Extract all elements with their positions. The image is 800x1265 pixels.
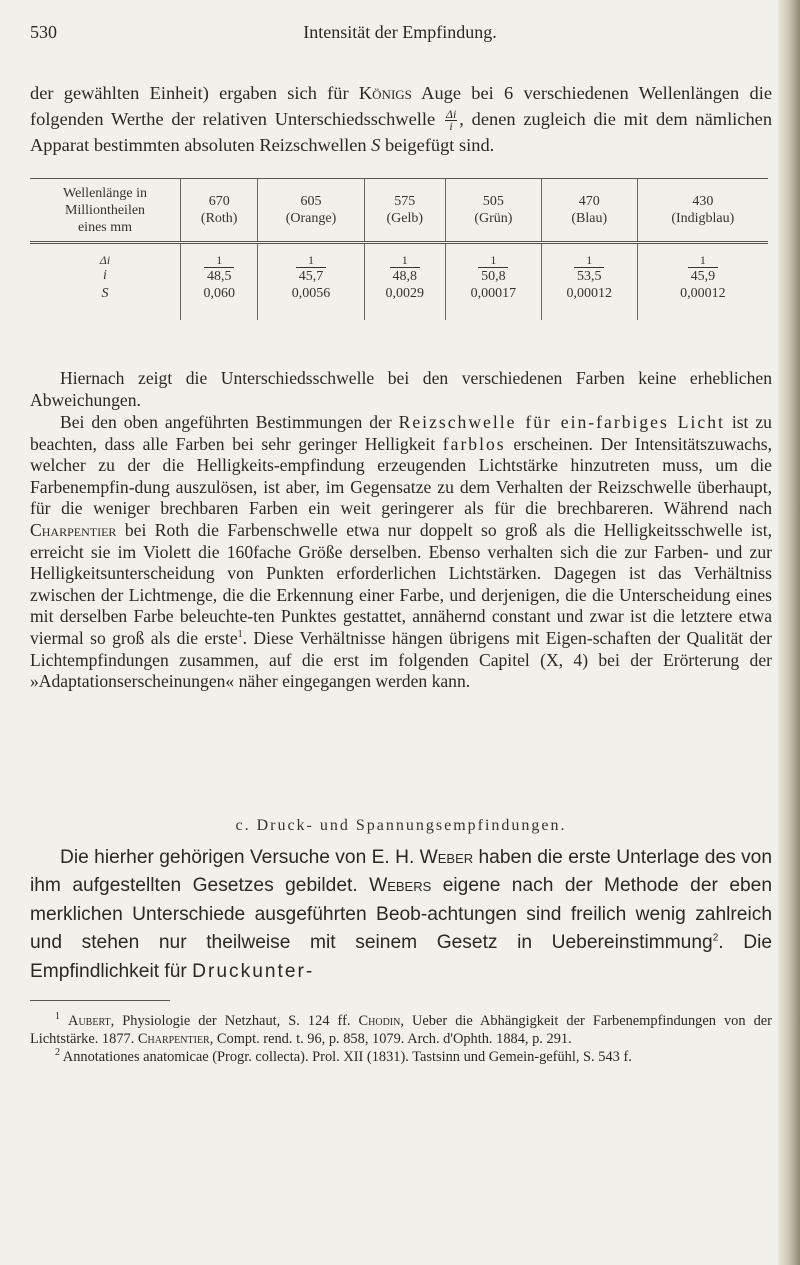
header-label-line: eines mm (77, 219, 133, 235)
footnote-2 (30, 1048, 772, 1066)
paragraph-reizschwelle (30, 412, 772, 693)
page-header (30, 22, 770, 52)
color-name: (Orange) (285, 211, 337, 226)
threshold-cell: 0,00012 (637, 286, 768, 320)
para-text: Bei den oben angeführten Bestimmungen der (60, 412, 399, 432)
ratio-numerator: 1 (699, 252, 706, 267)
fn-text (60, 1013, 68, 1029)
page-edge-shadow (778, 0, 800, 1265)
ratio-cell (637, 243, 768, 287)
footnote-ref-1[interactable]: 1 (237, 629, 243, 641)
wavelength: 470 (578, 194, 600, 209)
threshold-cell: 0,00017 (445, 286, 541, 320)
header-cell-575 (364, 179, 445, 243)
header-cell-670 (181, 179, 258, 243)
sensitivity-table (30, 178, 768, 320)
para-text: bei Roth die Farbenschwelle etwa nur doppelt so groß als die Helligkeitsschwelle ist, erreicht sie im Violett die 160fache Größe derselben. Ebenso verhalten sich die zur Farben- und zur Helligkeitsunterscheidung von Punkten erforderlichen Lichtstärken. Dagegen ist das Verhältniss zwischen der Lichtmenge, die die Erkennung einer Farbe, und derjenigen, die die Unterscheidung eines mit derselben Farbe beleuchte-ten Punktes gestattet, annähernd constant und zwar ist die letztere etwa viermal so groß als die erste (30, 519, 772, 648)
author-charpentier: Charpentier (137, 1031, 210, 1047)
color-name: (Indigblau) (671, 211, 735, 226)
row-label-den: i (103, 268, 107, 283)
author-chodin: Chodin (358, 1013, 401, 1029)
footnote-1 (30, 1012, 772, 1048)
section-heading: c. Druck- und Spannungsempfindungen. (235, 817, 567, 834)
author-charpentier: Charpentier (30, 519, 117, 540)
wavelength: 575 (394, 194, 416, 209)
threshold-cell: 0,00012 (541, 286, 637, 320)
ratio-denominator: 45,9 (688, 267, 718, 283)
intro-text-4: beigefügt sind. (380, 135, 495, 156)
running-head: Intensität der Empfindung. (303, 22, 497, 42)
footnote-ref-2[interactable]: 2 (712, 932, 719, 944)
header-cell-605 (258, 179, 364, 243)
paragraph-hiernach: Hiernach zeigt die Unterschiedsschwelle bei den verschiedenen Farben keine erheblichen Abweichungen. (30, 368, 772, 410)
ratio-numerator: 1 (586, 252, 593, 267)
author-aubert: Aubert (68, 1013, 111, 1029)
fn-text: , Physiologie der Netzhaut, S. 124 ff. (110, 1013, 359, 1029)
intro-text-2: Auge bei 6 verschiedenen Wellenlängen die folgenden Werthe der relativen Unterschiedsschwelle (30, 83, 772, 129)
color-name: (Roth) (200, 211, 238, 226)
fn-text: Annotationes anatomicae (Progr. collecta). Prol. XII (1831). Tastsinn und Gemein-gefühl, S. 543 f. (60, 1049, 632, 1065)
intro-paragraph (30, 80, 772, 158)
header-cell-505 (445, 179, 541, 243)
fn-text: , Ueber die Abhängigkeit der Farbenempfindungen von der Lichtstärke. 1877. (30, 1013, 772, 1047)
para-text: . Diese Verhältnisse hängen übrigens mit Eigen-schaften der Qualität der Lichtempfindungen zusammen, auf die erst im folgenden Capitel (X, 4) bei der Erörterung der »Adaptationserscheinungen« näher eingegangen werden kann. (30, 627, 772, 692)
threshold-cell: 0,060 (181, 286, 258, 320)
fraction-numerator: Δi (445, 107, 457, 122)
para-text: eigene nach der Methode der eben merklichen Unterschiede ausgeführten Beob-achtungen sind freilich wenig zahlreich und stehen nur theilweise mit seinem Gesetz in Uebereinstimmung (30, 875, 773, 954)
author-weber: Weber (419, 847, 474, 868)
ratio-denominator: 45,7 (296, 267, 326, 283)
header-cell-430 (637, 179, 768, 243)
ratio-denominator: 48,5 (204, 267, 234, 283)
ratio-cell (364, 243, 445, 287)
header-label-line: Wellenlänge in (62, 185, 147, 201)
ratio-numerator: 1 (490, 252, 497, 267)
page-number: 530 (30, 22, 57, 42)
para-text: erscheinen. Der Intensitätszuwachs, welcher zu der die Helligkeits-empfindung erzeugenden Lichtstärke hinzutreten muss, um die Farbenempfin-dung auszulösen, ist aber, im Gegensatze zu dem Verhalten der Reizschwelle überhaupt, für die weniger brechbaren Farben ein weit geringerer als für die brechbareren. Während nach (30, 433, 772, 519)
wavelength: 430 (692, 194, 714, 209)
footnote-rule (30, 1000, 170, 1001)
row-label-s: S (101, 286, 109, 301)
ratio-numerator: 1 (308, 252, 314, 267)
header-cell-470 (541, 179, 637, 243)
relative-threshold-fraction (445, 109, 457, 132)
footnote-mark: 2 (55, 1047, 60, 1059)
ratio-denominator: 53,5 (574, 267, 604, 283)
header-label-line: Milliontheilen (64, 202, 146, 218)
author-webers: Webers (369, 875, 432, 897)
wavelength: 670 (208, 194, 230, 209)
footnote-mark: 1 (55, 1011, 60, 1023)
fraction-denominator: i (449, 119, 453, 134)
ratio-cell (445, 243, 541, 287)
table-header-row (30, 179, 768, 243)
para-text: . Die Empfindlichkeit für (30, 932, 772, 982)
fn-text: , Compt. rend. t. 96, p. 858, 1079. Arch. d'Ophth. 1884, p. 291. (209, 1031, 572, 1047)
color-name: (Grün) (474, 211, 513, 226)
table-row-relative-threshold (30, 243, 768, 287)
emphasis-reizschwelle: Reizschwelle für ein-farbiges Licht (398, 412, 725, 432)
ratio-denominator: 48,8 (390, 267, 420, 283)
threshold-cell: 0,0029 (364, 286, 445, 320)
header-label-cell (30, 179, 181, 243)
symbol-s: S (371, 135, 381, 156)
table-row-absolute-threshold (30, 286, 768, 320)
wavelength: 605 (300, 194, 322, 209)
emphasis-farblos: farblos (442, 433, 506, 454)
para-text: ist zu beachten, dass alle Farben bei sehr geringer Helligkeit (30, 412, 772, 454)
author-koenig: Königs (358, 83, 412, 103)
ratio-cell (541, 243, 637, 287)
para-text: Die hierher gehörigen Versuche von E. H. (60, 847, 420, 868)
ratio-numerator: 1 (216, 252, 223, 267)
ratio-cell (258, 243, 364, 287)
ratio-denominator: 50,8 (478, 267, 508, 283)
wavelength: 505 (482, 194, 504, 209)
color-name: (Blau) (571, 211, 608, 226)
paragraph-weber (30, 844, 772, 986)
footnotes (30, 1012, 772, 1066)
para-text: haben die erste Unterlage des von ihm aufgestellten Gesetzes gebildet. (30, 847, 773, 897)
row-label-num: Δi (99, 253, 111, 267)
emphasis-druck: Druckunter- (192, 960, 315, 982)
intro-text-1: der gewählten Einheit) ergaben sich für (30, 83, 359, 103)
intro-text-3: , denen zugleich die mit dem nämlichen Apparat bestimmten absoluten Reizschwellen (30, 109, 773, 156)
color-name: (Gelb) (386, 211, 424, 226)
ratio-cell (181, 243, 258, 287)
ratio-numerator: 1 (401, 252, 408, 267)
row-label-relative (30, 243, 181, 287)
threshold-cell: 0,0056 (258, 286, 364, 320)
